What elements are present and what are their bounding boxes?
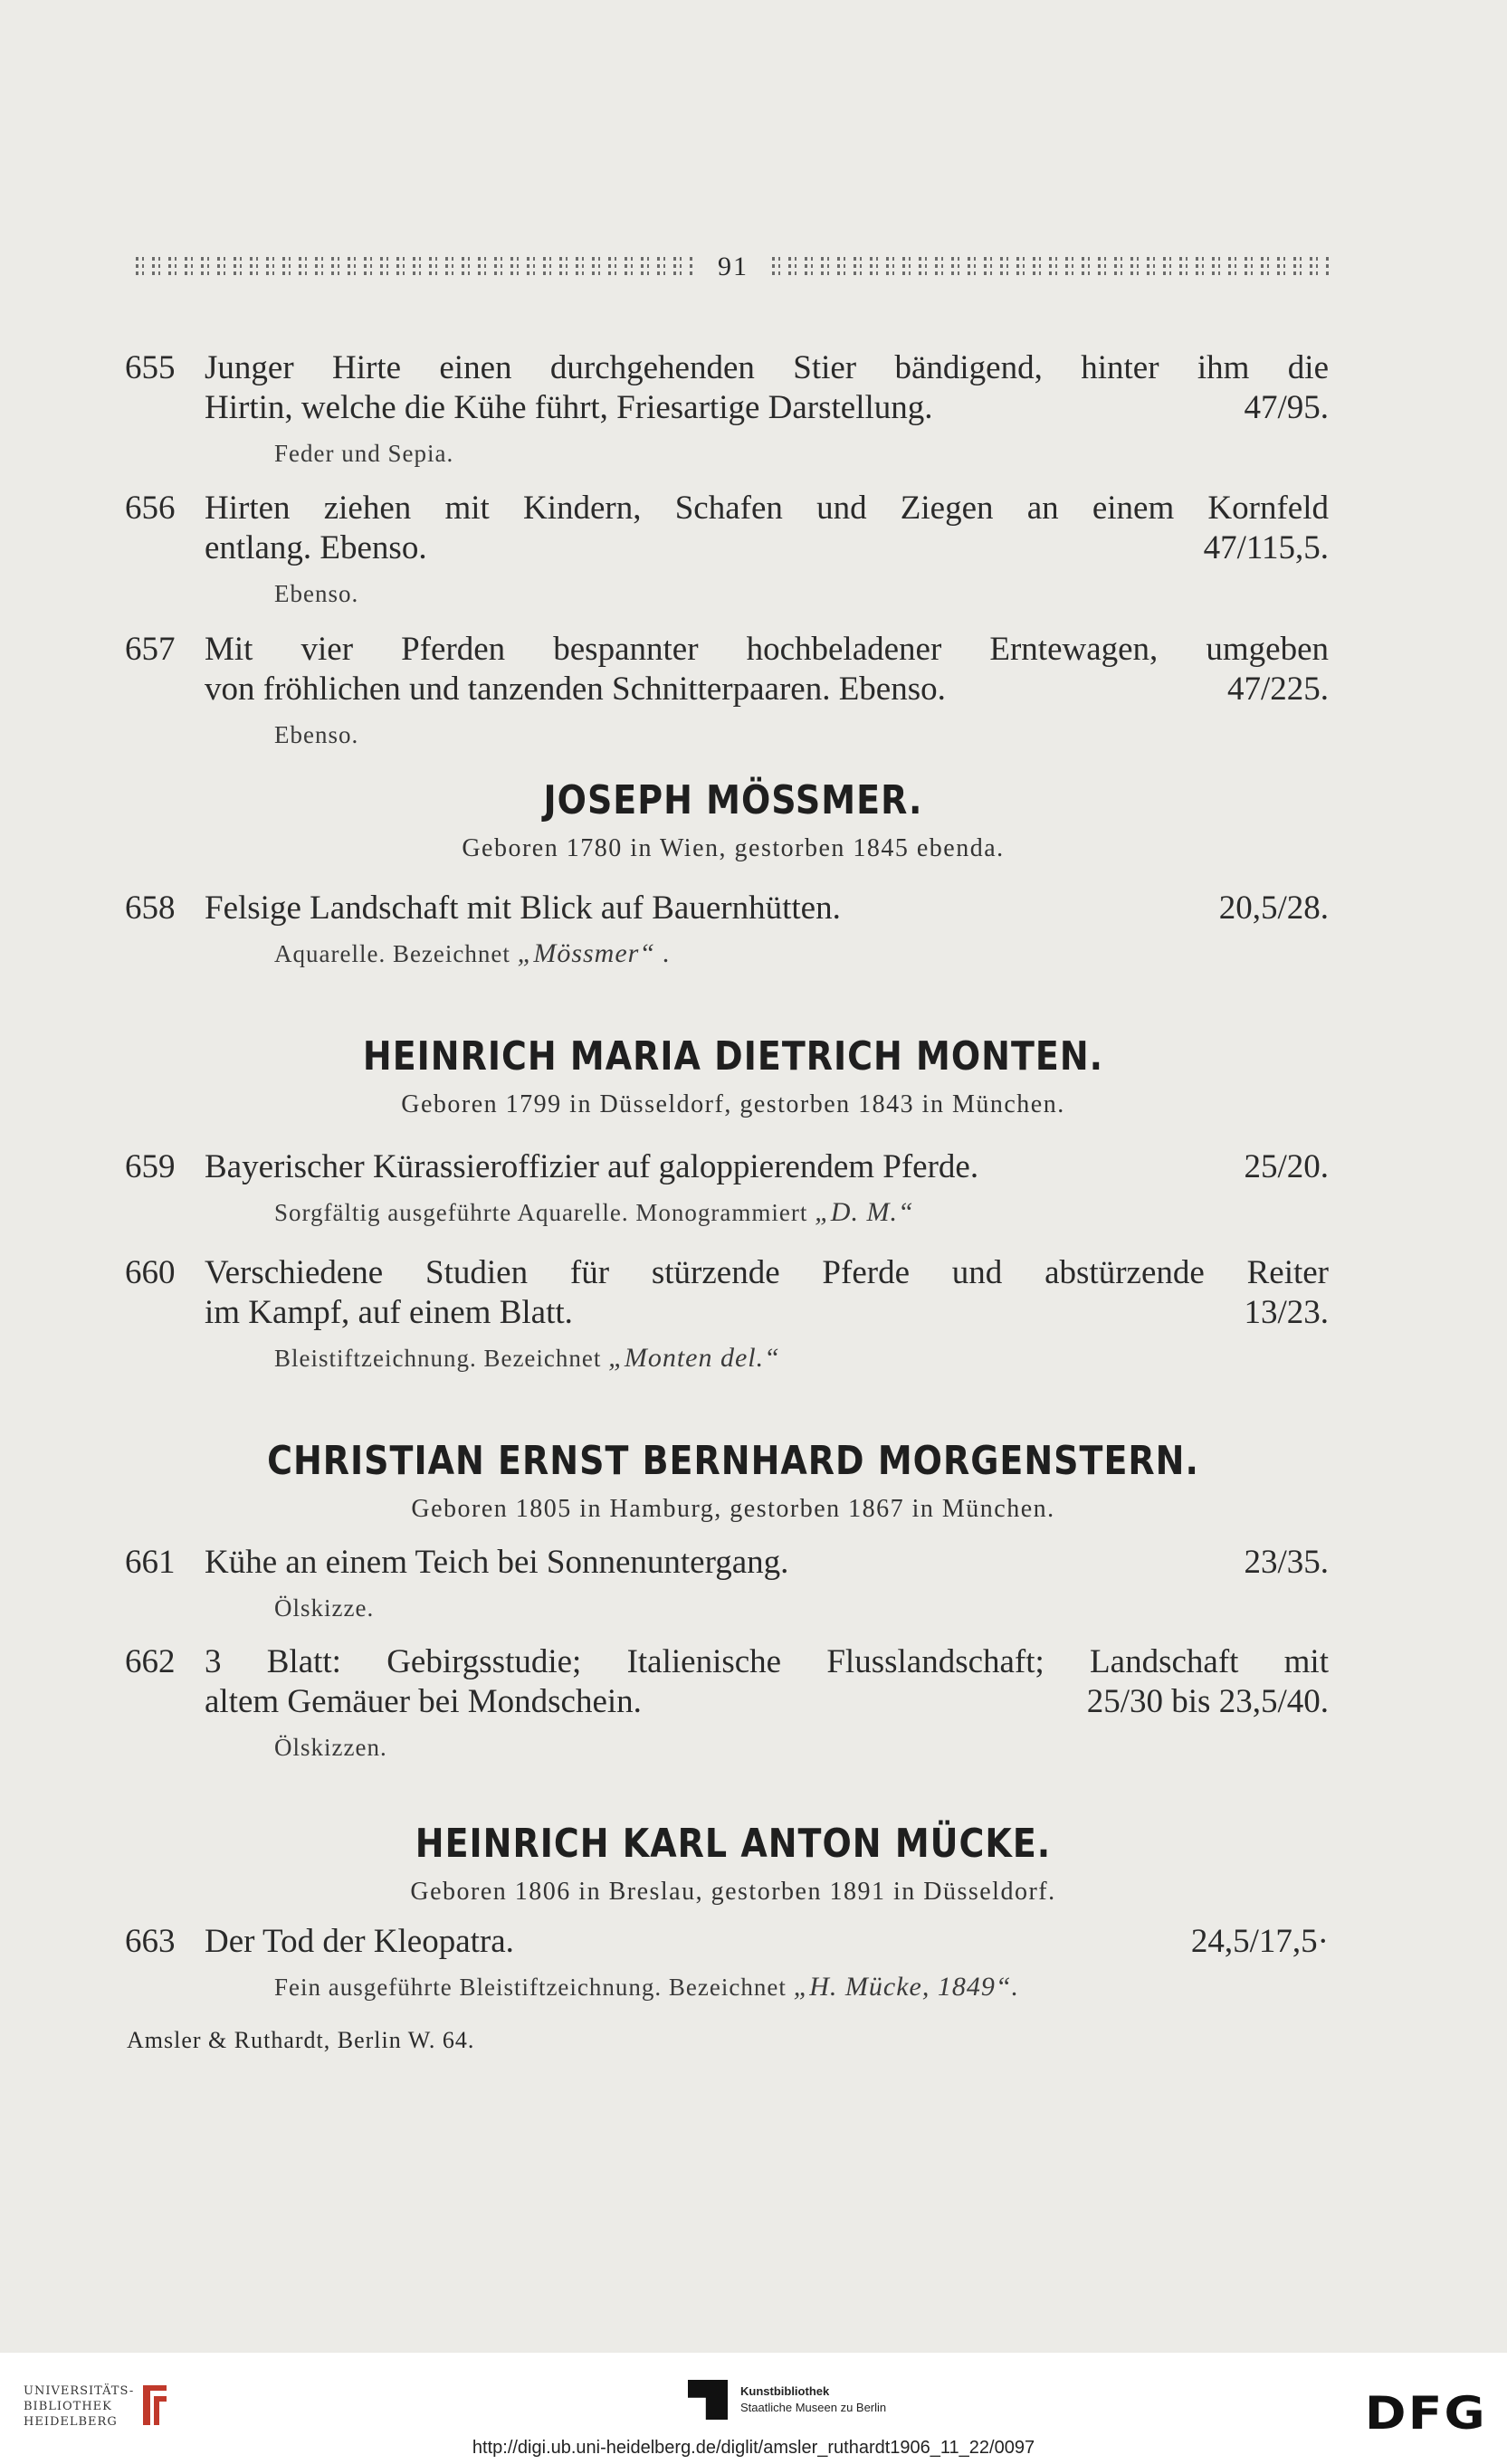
entry-note: Aquarelle. Bezeichnet „Mössmer“ .	[274, 938, 672, 968]
left-ornament-border	[136, 257, 694, 277]
entry-number: 655	[125, 349, 176, 386]
entry-title: Der Tod der Kleopatra.	[205, 1923, 514, 1960]
entry-note: Bleistiftzeichnung. Bezeichnet „Monten del.“	[274, 1343, 780, 1373]
catalog-entry-661	[125, 1543, 1329, 1628]
permalink-url[interactable]: http://digi.ub.uni-heidelberg.de/diglit/amsler_ruthardt1906_11_22/0097	[472, 2438, 1035, 2458]
signature: „H. Mücke, 1849“.	[793, 1972, 1020, 2002]
catalog-entry-656	[125, 489, 1329, 614]
entry-size: 20,5/28.	[1218, 890, 1329, 927]
entry-note: Fein ausgeführte Bleistiftzeichnung. Bezeichnet „H. Mücke, 1849“.	[274, 1972, 1020, 2002]
catalog-entry-658	[125, 889, 1329, 974]
entry-title-line: Mit vier Pferden bespannter hochbeladener Erntewagen, umgeben	[205, 631, 1329, 668]
right-ornament-border	[772, 257, 1331, 277]
entry-size: 47/115,5.	[1203, 529, 1329, 566]
artist-bio: Geboren 1780 in Wien, gestorben 1845 ebenda.	[462, 834, 1005, 862]
artist-name: HEINRICH MARIA DIETRICH MONTEN.	[362, 1032, 1104, 1080]
dfg-logo[interactable]: DFG	[1365, 2387, 1488, 2440]
entry-number: 658	[125, 890, 176, 927]
entry-title-line: altem Gemäuer bei Mondschein.	[205, 1683, 642, 1720]
entry-title-line: Hirtin, welche die Kühe führt, Friesartige Darstellung.	[205, 389, 933, 426]
entry-number: 662	[125, 1643, 176, 1680]
university-library-logo-text[interactable]: UNIVERSITÄTS- BIBLIOTHEK HEIDELBERG	[24, 2384, 135, 2429]
entry-size: 47/95.	[1244, 389, 1329, 426]
page-number: 91	[718, 252, 749, 281]
kunstbibliothek-logo[interactable]	[688, 2380, 886, 2420]
page-header	[136, 249, 1331, 285]
entry-number: 660	[125, 1254, 176, 1291]
signature: „D. M.“	[815, 1197, 914, 1227]
catalog-entry-657	[125, 630, 1329, 755]
entry-number: 656	[125, 490, 176, 527]
artist-name: JOSEPH MÖSSMER.	[543, 776, 923, 823]
signature: „Monten del.“	[608, 1343, 780, 1373]
kunstbibliothek-subtitle: Staatliche Museen zu Berlin	[740, 2401, 887, 2414]
entry-note: Ölskizze.	[274, 1594, 375, 1622]
artist-heading-muecke	[136, 1820, 1331, 1907]
university-library-logo-icon[interactable]	[136, 2380, 172, 2431]
artist-name: CHRISTIAN ERNST BERNHARD MORGENSTERN.	[267, 1437, 1199, 1484]
artist-heading-morgenstern	[136, 1437, 1331, 1524]
kunstbibliothek-name: Kunstbibliothek	[740, 2384, 830, 2398]
entry-title-line: 3 Blatt: Gebirgsstudie; Italienische Flusslandschaft; Landschaft mit	[205, 1643, 1329, 1680]
artist-heading-moessmer	[136, 776, 1331, 863]
entry-note: Feder und Sepia.	[274, 440, 454, 467]
printer-imprint: Amsler & Ruthardt, Berlin W. 64.	[127, 2027, 475, 2053]
entry-note: Ebenso.	[274, 580, 359, 607]
artist-heading-monten	[136, 1032, 1331, 1119]
entry-note: Sorgfältig ausgeführte Aquarelle. Monogrammiert „D. M.“	[274, 1197, 914, 1227]
catalog-entry-659	[125, 1147, 1329, 1232]
catalog-entry-662	[125, 1642, 1329, 1767]
artist-bio: Geboren 1806 in Breslau, gestorben 1891 in Düsseldorf.	[410, 1878, 1056, 1906]
kunstbibliothek-icon	[688, 2380, 728, 2420]
entry-number: 663	[125, 1923, 176, 1960]
signature: „Mössmer“ .	[517, 938, 672, 968]
entry-title-line: im Kampf, auf einem Blatt.	[205, 1294, 573, 1331]
entry-title-line: Hirten ziehen mit Kindern, Schafen und Ziegen an einem Kornfeld	[205, 490, 1329, 527]
artist-bio: Geboren 1805 in Hamburg, gestorben 1867 in München.	[411, 1495, 1055, 1523]
entry-size: 24,5/17,5·	[1190, 1923, 1329, 1960]
viewer-footer	[0, 2353, 1507, 2464]
entry-size: 13/23.	[1244, 1294, 1329, 1331]
entry-number: 657	[125, 631, 176, 668]
entry-title-line: Junger Hirte einen durchgehenden Stier bändigend, hinter ihm die	[205, 349, 1329, 386]
artist-name: HEINRICH KARL ANTON MÜCKE.	[415, 1820, 1052, 1867]
artist-bio: Geboren 1799 in Düsseldorf, gestorben 1843 in München.	[401, 1090, 1065, 1118]
entry-title: Bayerischer Kürassieroffizier auf galoppierendem Pferde.	[205, 1148, 979, 1185]
entry-note: Ölskizzen.	[274, 1734, 387, 1761]
entry-size: 25/30 bis 23,5/40.	[1086, 1683, 1329, 1720]
entry-number: 659	[125, 1148, 176, 1185]
entry-number: 661	[125, 1544, 176, 1581]
entry-size: 47/225.	[1226, 671, 1329, 708]
entry-title: Kühe an einem Teich bei Sonnenuntergang.	[205, 1544, 789, 1581]
entry-size: 23/35.	[1244, 1544, 1329, 1581]
entry-title: Felsige Landschaft mit Blick auf Bauernhütten.	[205, 890, 841, 927]
entry-title-line: entlang. Ebenso.	[205, 529, 427, 566]
catalog-entry-655	[125, 348, 1329, 473]
entry-title-line: Verschiedene Studien für stürzende Pferde und abstürzende Reiter	[205, 1254, 1329, 1291]
catalog-entry-663	[125, 1922, 1329, 2007]
catalog-entry-660	[125, 1253, 1329, 1378]
entry-size: 25/20.	[1244, 1148, 1329, 1185]
entry-title-line: von fröhlichen und tanzenden Schnitterpaaren. Ebenso.	[205, 671, 946, 708]
entry-note: Ebenso.	[274, 721, 359, 748]
